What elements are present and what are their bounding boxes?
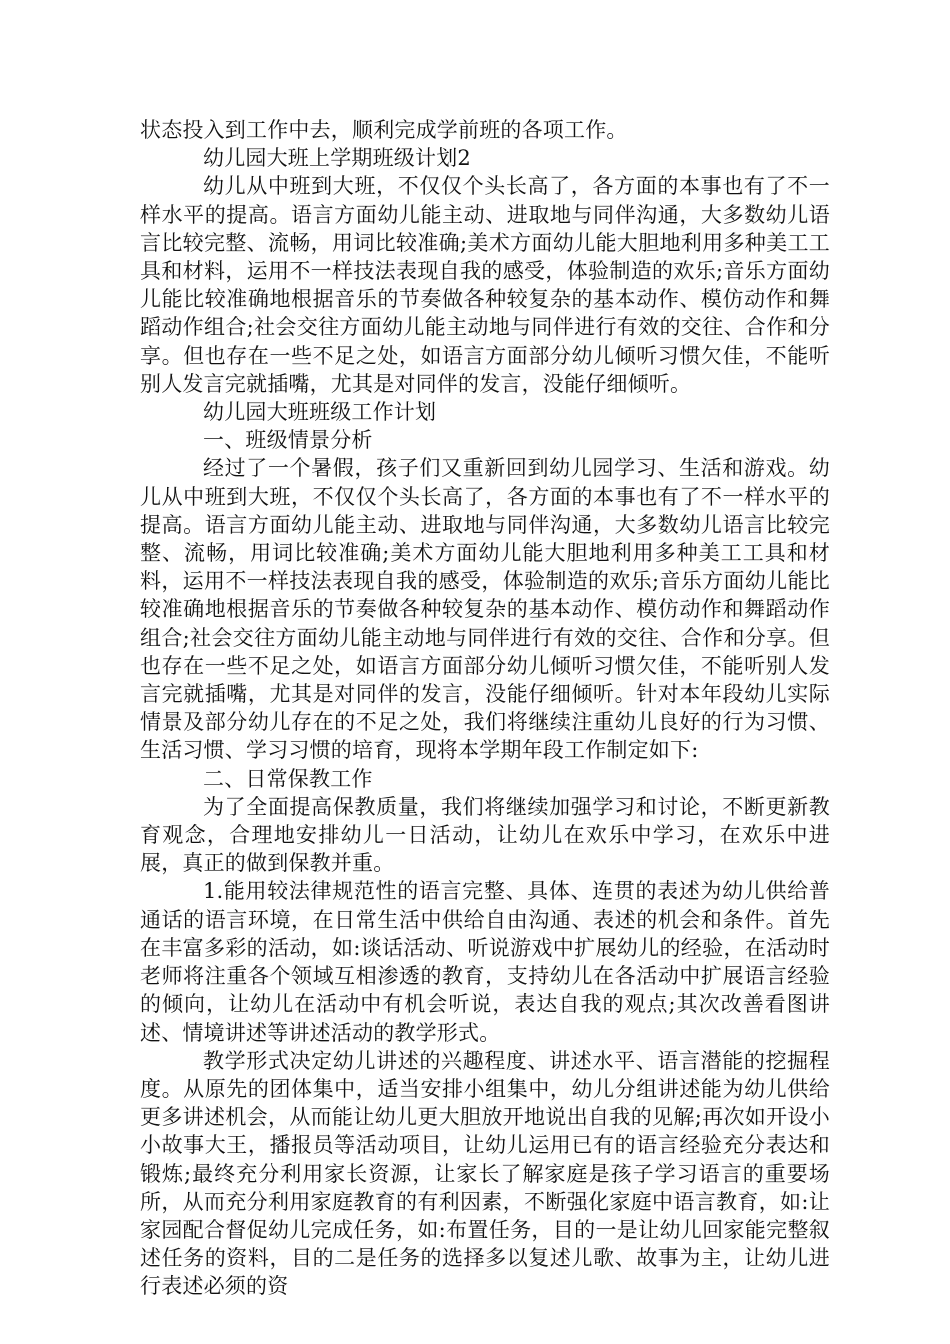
paragraph-list-item-1: 1.能用较法律规范性的语言完整、具体、连贯的表述为幼儿供给普通话的语言环境，在日常生活中供给自由沟通、表述的机会和条件。首先在丰富多彩的活动，如:谈话活动、听说游戏中扩展幼儿的经验，在活动时老师将注重各个领域互相渗透的教育，支持幼儿在各活动中扩展语言经验的倾向，让幼儿在活动中有机会听说，表达自我的观点;其次改善看图讲述、情境讲述等讲述活动的教学形式。 [140,879,830,1045]
section-title-class-plan-2: 幼儿园大班上学期班级计划2 [203,146,471,171]
section-heading-class-analysis: 一、班级情景分析 [203,428,373,453]
paragraph-body: 为了全面提高保教质量，我们将继续加强学习和讨论，不断更新教育观念，合理地安排幼儿一日活动，让幼儿在欢乐中学习，在欢乐中进展，真正的做到保教并重。 [140,794,830,876]
section-title-class-work-plan: 幼儿园大班班级工作计划 [203,400,437,425]
paragraph-body: 经过了一个暑假，孩子们又重新回到幼儿园学习、生活和游戏。幼儿从中班到大班，不仅仅个头长高了，各方面的本事也有了不一样水平的提高。语言方面幼儿能主动、进取地与同伴沟通，大多数幼儿语言比较完整、流畅，用词比较准确;美术方面幼儿能大胆地利用多种美工工具和材料，运用不一样技法表现自我的感受，体验制造的欢乐;音乐方面幼儿能比较准确地根据音乐的节奏做各种较复杂的基本动作、模仿动作和舞蹈动作组合;社会交往方面幼儿能主动地与同伴进行有效的交往、合作和分享。但也存在一些不足之处，如语言方面部分幼儿倾听习惯欠佳，不能听别人发言完就插嘴，尤其是对同伴的发言，没能仔细倾听。针对本年段幼儿实际情景及部分幼儿存在的不足之处，我们将继续注重幼儿良好的行为习惯、生活习惯、学习习惯的培育，现将本学期年段工作制定如下: [140,456,830,763]
paragraph-body: 幼儿从中班到大班，不仅仅个头长高了，各方面的本事也有了不一样水平的提高。语言方面幼儿能主动、进取地与同伴沟通，大多数幼儿语言比较完整、流畅，用词比较准确;美术方面幼儿能大胆地利用多种美工工具和材料，运用不一样技法表现自我的感受，体验制造的欢乐;音乐方面幼儿能比较准确地根据音乐的节奏做各种较复杂的基本动作、模仿动作和舞蹈动作组合;社会交往方面幼儿能主动地与同伴进行有效的交往、合作和分享。但也存在一些不足之处，如语言方面部分幼儿倾听习惯欠佳，不能听别人发言完就插嘴，尤其是对同伴的发言，没能仔细倾听。 [140,174,830,396]
section-heading-daily-care-education: 二、日常保教工作 [203,766,373,791]
paragraph-body: 教学形式决定幼儿讲述的兴趣程度、讲述水平、语言潜能的挖掘程度。从原先的团体集中，适当安排小组集中，幼儿分组讲述能为幼儿供给更多讲述机会，从而能让幼儿更大胆放开地说出自我的见解;再次如开设小小故事大王，播报员等活动项目，让幼儿运用已有的语言经验充分表达和锻炼;最终充分利用家长资源，让家长了解家庭是孩子学习语言的重要场所，从而充分利用家庭教育的有利因素，不断强化家庭中语言教育，如:让家园配合督促幼儿完成任务，如:布置任务，目的一是让幼儿回家能完整叙述任务的资料，目的二是任务的选择多以复述儿歌、故事为主，让幼儿进行表述必须的资 [140,1048,830,1299]
document-page [140,116,830,1301]
paragraph-continuation: 状态投入到工作中去，顺利完成学前班的各项工作。 [140,118,628,142]
